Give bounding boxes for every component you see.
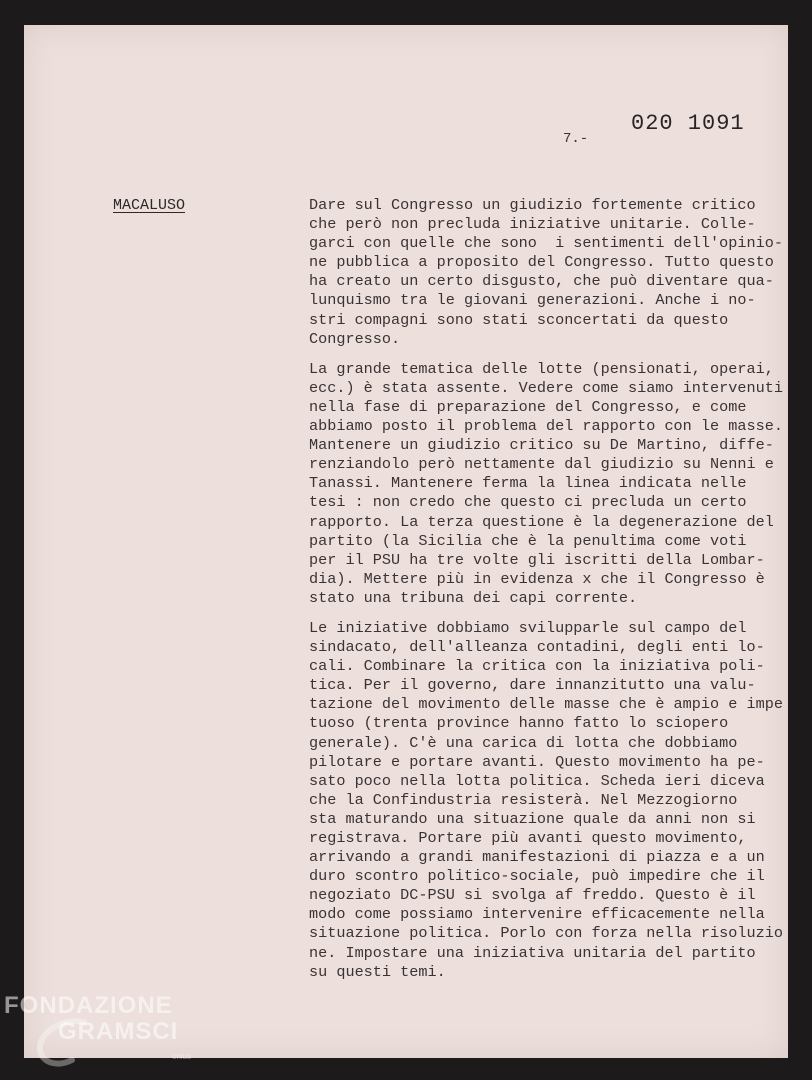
text-line: Mantenere un giudizio critico su De Martino, diffe- (309, 436, 774, 455)
text-line: stri compagni sono stati sconcertati da questo (309, 310, 729, 329)
text-line: sato poco nella lotta politica. Scheda ieri diceva (309, 771, 765, 790)
text-line: cali. Combinare la critica con la iniziativa poli- (309, 657, 765, 676)
text-line: ne pubblica a proposito del Congresso. Tutto questo (309, 253, 774, 272)
text-line: modo come possiamo intervenire efficacemente nella (309, 905, 765, 924)
text-line: garci con quelle che sono i sentimenti dell'opinio- (309, 234, 783, 253)
text-line: Congresso. (309, 329, 401, 348)
text-line: su questi temi. (309, 962, 446, 981)
text-line: ha creato un certo disgusto, che può diventare qua- (309, 272, 774, 291)
paragraph-2 (309, 360, 809, 608)
watermark-line2: GRAMSCI (58, 1018, 179, 1045)
text-line: La grande tematica delle lotte (pensionati, operai, (309, 359, 774, 378)
text-line: partito (la Sicilia che è la penultima come voti (309, 531, 747, 550)
text-line: registrava. Portare più avanti questo movimento, (309, 829, 747, 847)
text-line: duro scontro politico-sociale, può impedire che il (309, 867, 765, 886)
document-page (24, 25, 788, 1058)
text-line: tesi : non credo che questo ci precluda un certo (309, 493, 747, 512)
paragraph-3 (309, 619, 809, 982)
page-marker: 7.- (563, 131, 589, 147)
text-line: che la Confindustria resisterà. Nel Mezzogiorno (309, 790, 738, 809)
text-line: Tanassi. Mantenere ferma la linea indicata nelle (309, 474, 747, 493)
text-line: abbiamo posto il problema del rapporto con le masse. (309, 417, 783, 436)
speech-body (309, 196, 809, 993)
text-line: Dare sul Congresso un giudizio fortemente critico (309, 196, 756, 214)
text-line: Le iniziative dobbiamo svilupparle sul campo del (309, 618, 747, 637)
text-line: che però non precluda iniziative unitarie. Colle- (309, 215, 756, 234)
text-line: situazione politica. Porlo con forza nella risoluzio (309, 924, 783, 943)
text-line: renziandolo però nettamente dal giudizio su Nenni e (309, 455, 774, 474)
text-line: ecc.) è stata assente. Vedere come siamo intervenuti (309, 378, 783, 397)
watermark-logo (4, 992, 214, 1072)
text-line: tazione del movimento delle masse che è ampio e impe (309, 695, 783, 714)
text-line: pilotare e portare avanti. Questo movimento ha pe- (309, 752, 765, 771)
text-line: stato una tribuna dei capi corrente. (309, 588, 638, 607)
text-line: rapporto. La terza questione è la degenerazione del (309, 512, 774, 531)
text-line: tuoso (trenta province hanno fatto lo sciopero (309, 714, 729, 733)
text-line: ne. Impostare una iniziativa unitaria del partito (309, 943, 756, 962)
text-line: sindacato, dell'alleanza contadini, degli enti lo- (309, 638, 765, 657)
document-number: 020 1091 (631, 111, 745, 136)
text-line: arrivando a grandi manifestazioni di piazza e a un (309, 848, 765, 867)
text-line: dia). Mettere più in evidenza x che il Congresso è (309, 569, 765, 588)
text-line: generale). C'è una carica di lotta che dobbiamo (309, 733, 738, 752)
speaker-name: MACALUSO (113, 197, 186, 214)
watermark-small: onlus (172, 1052, 192, 1061)
text-line: lunquismo tra le giovani generazioni. Anche i no- (309, 291, 756, 310)
text-line: tica. Per il governo, dare innanzitutto una valu- (309, 676, 756, 695)
text-line: sta maturando una situazione quale da anni non si (309, 809, 756, 828)
watermark-line1: FONDAZIONE (4, 992, 173, 1019)
text-line: nella fase di preparazione del Congresso, e come (309, 397, 747, 416)
paragraph-1 (309, 196, 809, 349)
text-line: per il PSU ha tre volte gli iscritti della Lombar- (309, 550, 765, 569)
text-line: negoziato DC-PSU si svolga af freddo. Questo è il (309, 886, 756, 905)
